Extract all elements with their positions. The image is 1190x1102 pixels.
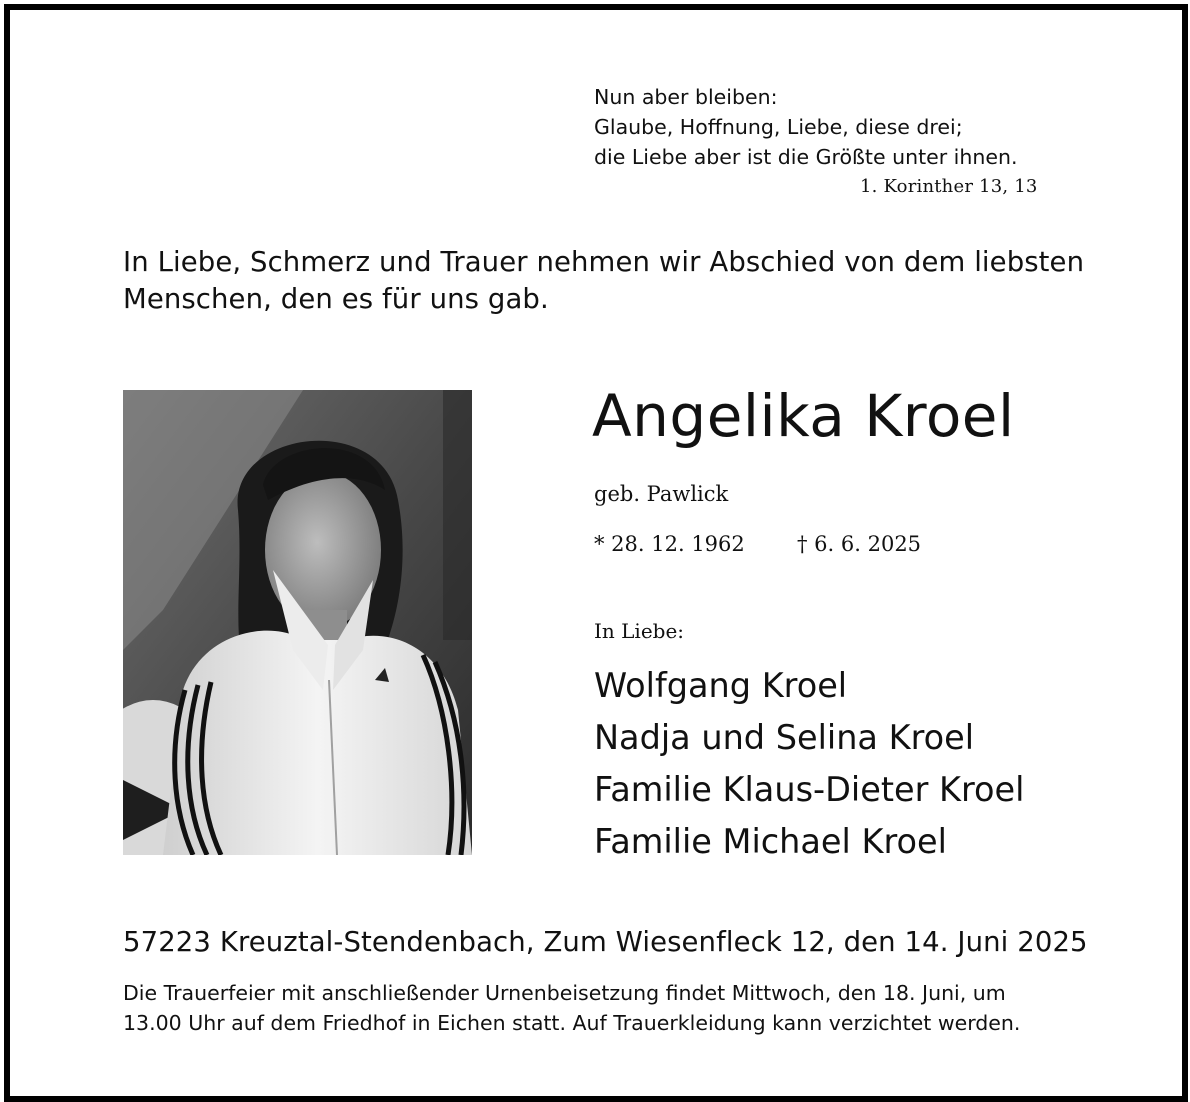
- intro-text: [123, 244, 1084, 318]
- mourner-name: Familie Klaus-Dieter Kroel: [594, 770, 1025, 809]
- verse-line: Nun aber bleiben:: [594, 85, 778, 109]
- mourner-name: Nadja und Selina Kroel: [594, 718, 975, 757]
- address-line: 57223 Kreuztal-Stendenbach, Zum Wiesenfleck 12, den 14. Juni 2025: [123, 926, 1088, 958]
- intro-line: In Liebe, Schmerz und Trauer nehmen wir Abschied von dem liebsten: [123, 246, 1085, 278]
- maiden-name: geb. Pawlick: [594, 482, 729, 506]
- portrait-photo-graphic: [123, 390, 472, 855]
- death-date: † 6. 6. 2025: [797, 532, 922, 556]
- funeral-line: Die Trauerfeier mit anschließender Urnenbeisetzung findet Mittwoch, den 18. Juni, um: [123, 981, 1006, 1005]
- mourner-name: Familie Michael Kroel: [594, 822, 947, 861]
- mourners-heading: In Liebe:: [594, 619, 685, 643]
- verse-reference: 1. Korinther 13, 13: [860, 176, 1038, 197]
- intro-line: Menschen, den es für uns gab.: [123, 283, 549, 315]
- verse-line: die Liebe aber ist die Größte unter ihnen.: [594, 145, 1018, 169]
- mourner-name: Wolfgang Kroel: [594, 666, 848, 705]
- portrait-photo: [123, 390, 472, 855]
- funeral-line: 13.00 Uhr auf dem Friedhof in Eichen statt. Auf Trauerkleidung kann verzichtet werden.: [123, 1011, 1021, 1035]
- verse-line: Glaube, Hoffnung, Liebe, diese drei;: [594, 115, 963, 139]
- funeral-info: [123, 978, 1020, 1038]
- mourners-list: [594, 660, 1024, 868]
- bible-verse: [594, 82, 1017, 172]
- birth-date: * 28. 12. 1962: [594, 532, 745, 556]
- deceased-name: Angelika Kroel: [592, 382, 1015, 450]
